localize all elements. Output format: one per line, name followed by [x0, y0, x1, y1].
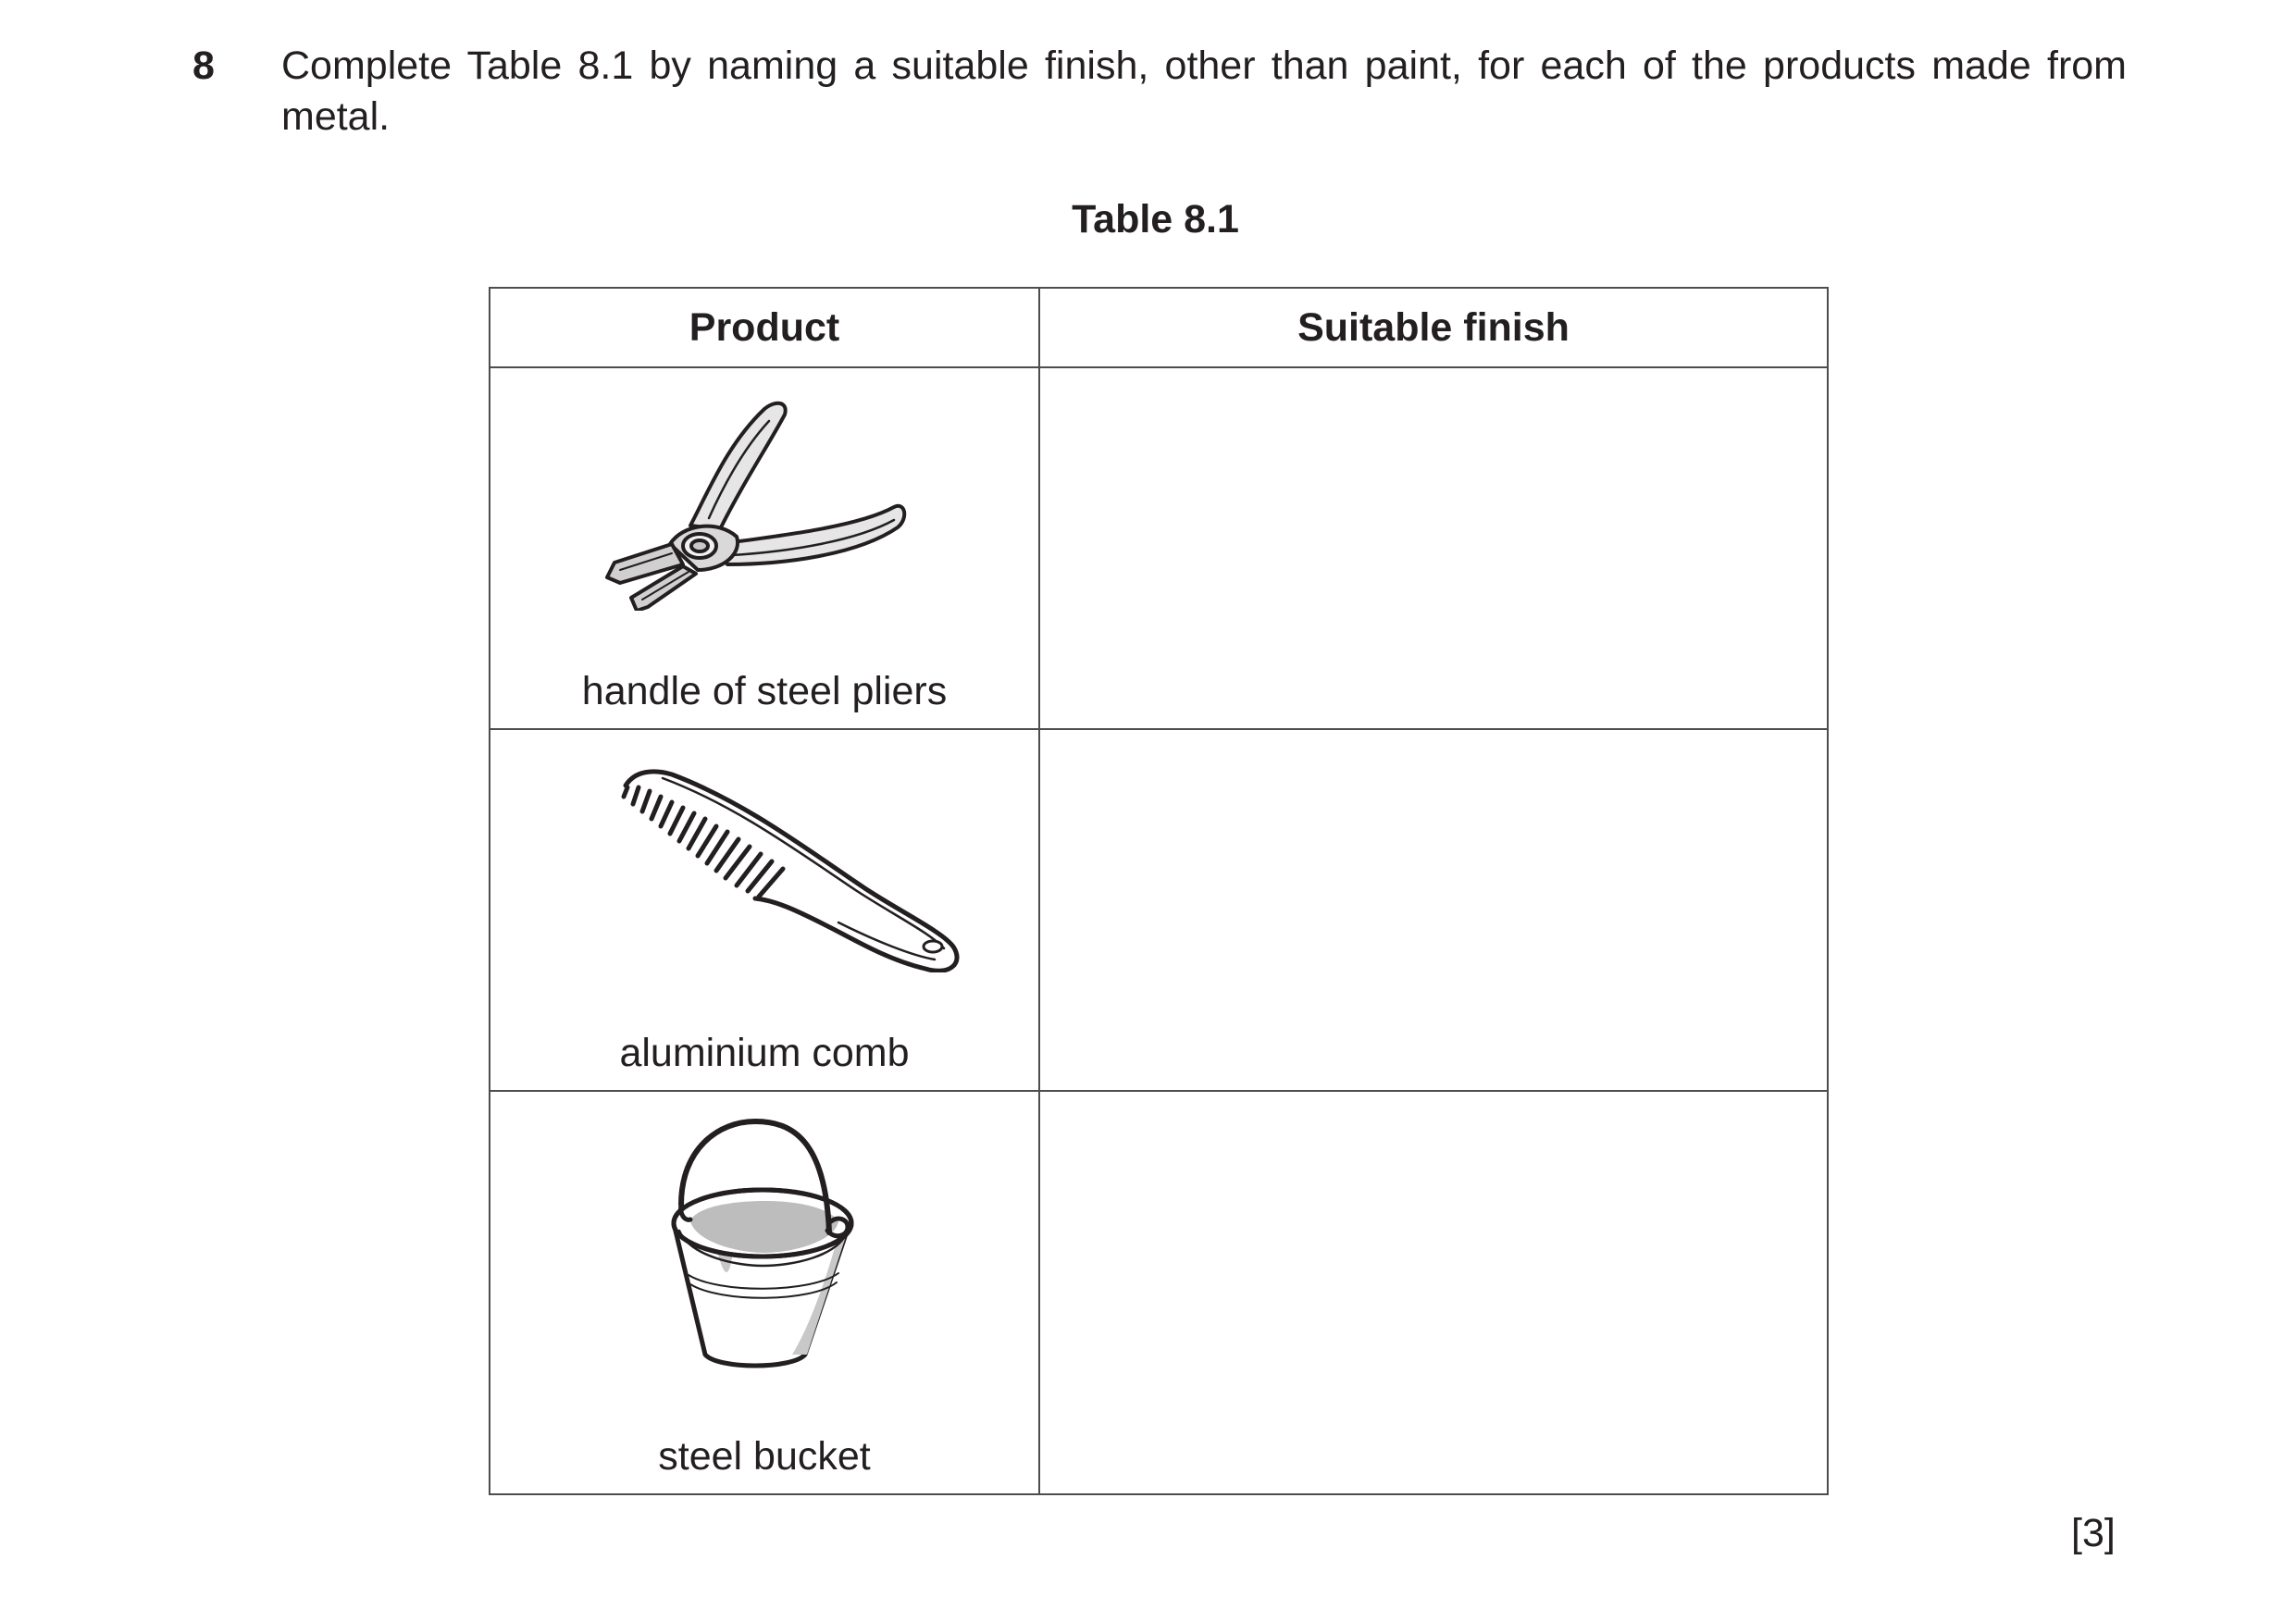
- question-text: Complete Table 8.1 by naming a suitable finish, other than paint, for each of the products made from metal.: [281, 43, 2127, 139]
- answer-cell-comb[interactable]: [1039, 729, 1828, 1091]
- question-number: 8: [192, 43, 215, 88]
- comb-icon: [490, 750, 1038, 972]
- product-cell-pliers: [490, 367, 1039, 729]
- table-header-row: [490, 288, 1828, 367]
- header-product: Product: [490, 288, 1039, 367]
- product-label: handle of steel pliers: [581, 669, 948, 713]
- table-row: [490, 729, 1828, 1091]
- product-cell-comb: [490, 729, 1039, 1091]
- bucket-icon: [490, 1112, 1038, 1380]
- marks-indicator: [3]: [2071, 1511, 2116, 1555]
- product-label: aluminium comb: [619, 1031, 910, 1075]
- answer-cell-pliers[interactable]: [1039, 367, 1828, 729]
- product-cell-bucket: [490, 1091, 1039, 1494]
- header-suitable-finish: Suitable finish: [1039, 288, 1828, 367]
- table-row: [490, 1091, 1828, 1494]
- answer-cell-bucket[interactable]: [1039, 1091, 1828, 1494]
- table-row: [490, 367, 1828, 729]
- pliers-icon: [490, 389, 1038, 611]
- table-title: Table 8.1: [1072, 197, 1239, 241]
- finish-table: [489, 287, 1829, 1495]
- product-label: steel bucket: [658, 1434, 871, 1479]
